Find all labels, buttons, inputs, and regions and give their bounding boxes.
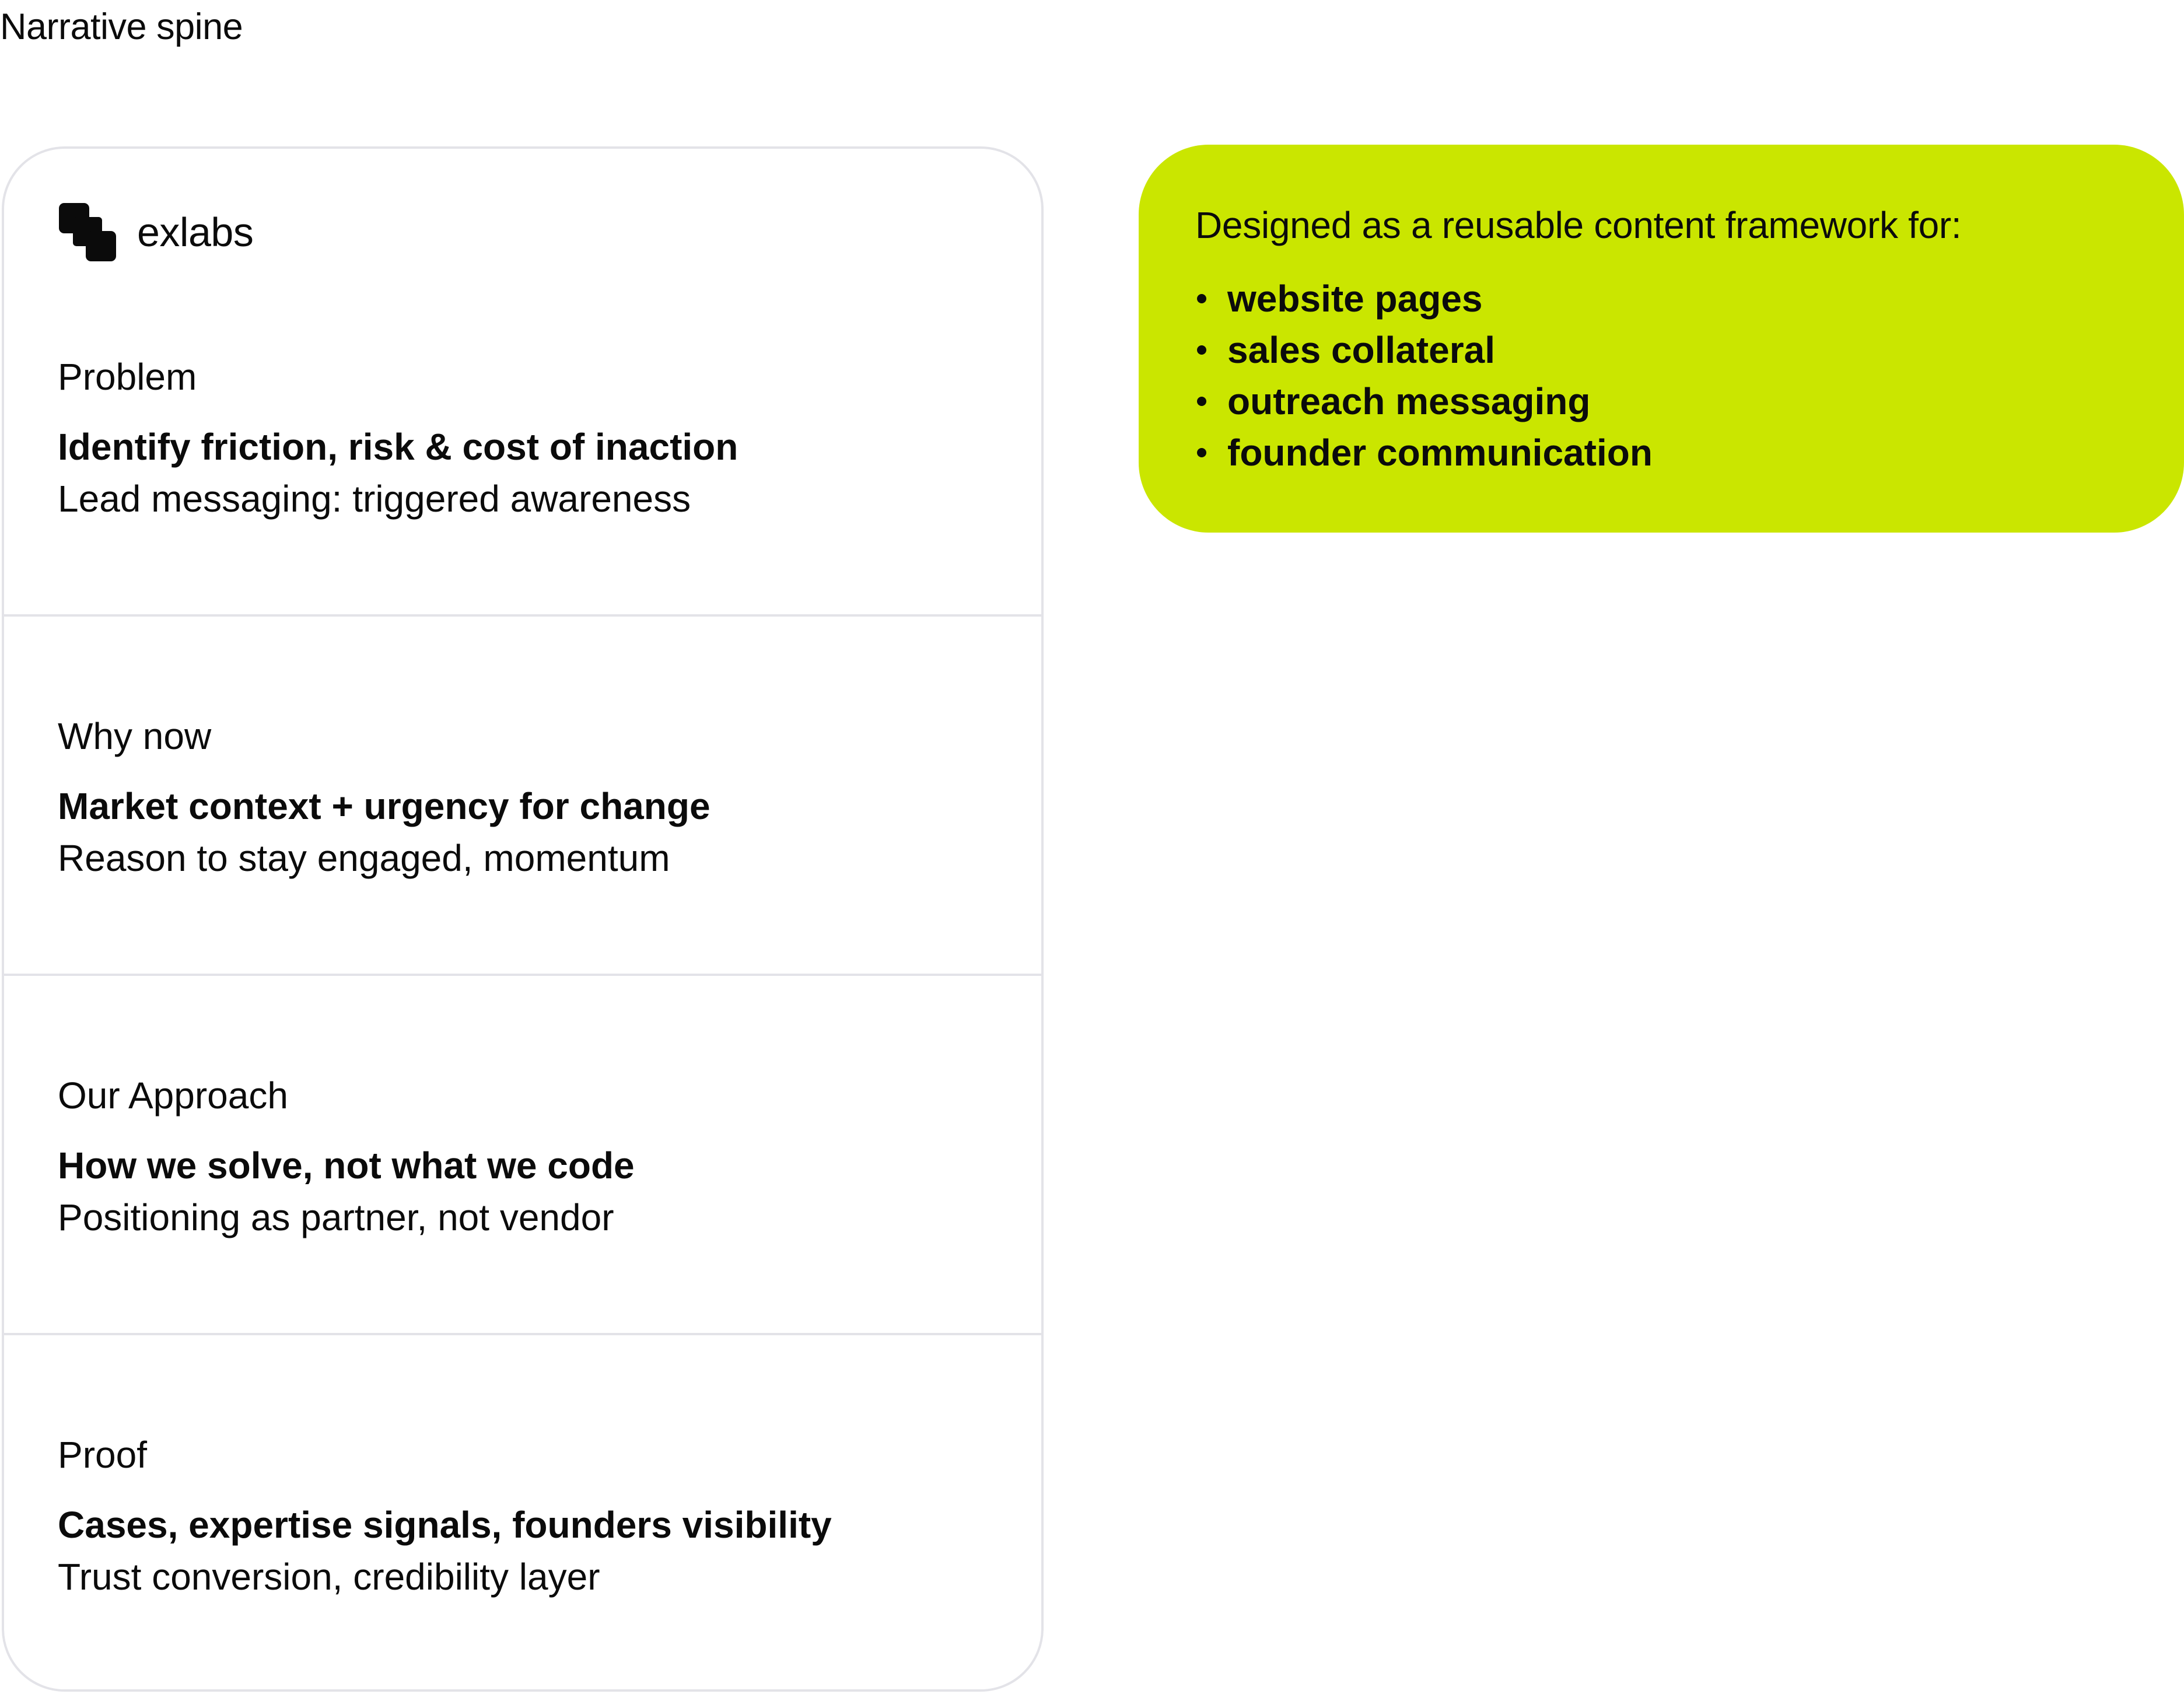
section-label: Problem xyxy=(58,356,197,398)
bullet-icon xyxy=(1197,345,1206,355)
list-item-label: website pages xyxy=(1227,278,1483,320)
callout-list xyxy=(1197,273,1653,478)
brand-logo xyxy=(59,203,253,261)
section-subtext: Lead messaging: triggered awareness xyxy=(58,478,691,520)
section-heading: Market context + urgency for change xyxy=(58,785,710,827)
section-heading: How we solve, not what we code xyxy=(58,1144,635,1186)
list-item xyxy=(1197,376,1653,427)
section-subtext: Positioning as partner, not vendor xyxy=(58,1196,614,1238)
list-item-label: sales collateral xyxy=(1227,329,1495,371)
section-label: Why now xyxy=(58,715,212,757)
list-item xyxy=(1197,324,1653,376)
section-label: Proof xyxy=(58,1434,147,1476)
bullet-icon xyxy=(1197,294,1206,303)
exlabs-logo-icon xyxy=(59,203,116,261)
list-item-label: founder communication xyxy=(1227,432,1653,474)
page-title: Narrative spine xyxy=(0,6,243,47)
narrative-spine-card xyxy=(2,146,1044,1692)
section-heading: Cases, expertise signals, founders visibility xyxy=(58,1504,832,1546)
section-label: Our Approach xyxy=(58,1074,288,1116)
section-divider xyxy=(4,974,1041,976)
callout-intro: Designed as a reusable content framework for: xyxy=(1195,204,1962,246)
section-divider xyxy=(4,1333,1041,1335)
brand-name: exlabs xyxy=(137,209,254,255)
list-item xyxy=(1197,427,1653,478)
section-subtext: Reason to stay engaged, momentum xyxy=(58,837,670,879)
list-item-label: outreach messaging xyxy=(1227,380,1591,422)
section-subtext: Trust conversion, credibility layer xyxy=(58,1556,600,1598)
section-heading: Identify friction, risk & cost of inaction xyxy=(58,426,738,468)
bullet-icon xyxy=(1197,448,1206,457)
list-item xyxy=(1197,273,1653,324)
framework-callout xyxy=(1139,145,2184,533)
bullet-icon xyxy=(1197,397,1206,406)
section-divider xyxy=(4,614,1041,617)
